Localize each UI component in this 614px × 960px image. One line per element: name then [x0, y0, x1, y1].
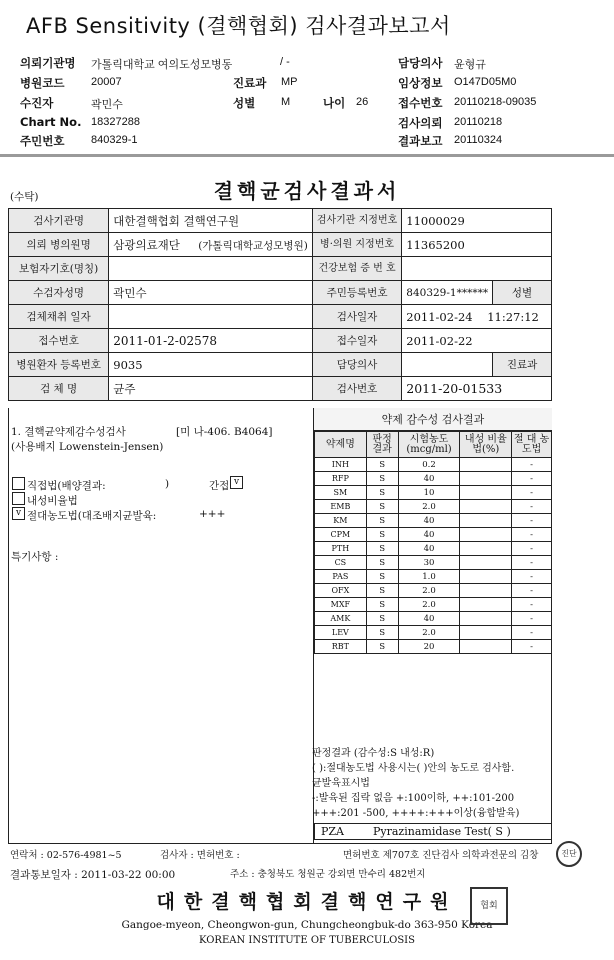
value-result-report: 20110324: [454, 134, 503, 146]
sensitivity-row: [315, 514, 552, 528]
value-rrn: 840329-1: [91, 134, 138, 146]
label-doctor: 담당의사: [398, 56, 443, 70]
doctor-label: 담당의사: [312, 353, 401, 377]
reg-no-label: 병원환자 등록번호: [9, 353, 109, 377]
consignment-tag: (수탁): [10, 191, 39, 203]
direct-close: ): [165, 478, 170, 490]
absolute-label: 절대농도법(대조배지균발육:: [27, 510, 157, 522]
cell-conc: 1.0: [398, 570, 460, 584]
sensitivity-row: [315, 598, 552, 612]
col-result: 판정 결과: [366, 432, 398, 458]
cell-abs: -: [512, 472, 552, 486]
req-hospital-cell: [109, 233, 313, 257]
value-sex: M: [281, 96, 291, 108]
doctor: [402, 353, 493, 377]
cell-drug: LEV: [315, 626, 367, 640]
footer-license: 면허번호 제707호 진단검사 의학과전문의 김창: [343, 850, 539, 861]
sensitivity-row: [315, 528, 552, 542]
footer-tester: 검사자 : 면허번호 :: [160, 850, 240, 861]
cell-abs: -: [512, 486, 552, 500]
cell-result: S: [366, 640, 398, 654]
value-receipt-no: 20110218-09035: [454, 96, 537, 108]
cell-ratio: [460, 626, 512, 640]
req-hospital-sub: (가톨릭대학교성모병원): [198, 239, 308, 252]
cell-drug: RFP: [315, 472, 367, 486]
cell-abs: -: [512, 528, 552, 542]
specimen-label: 검 체 명: [9, 377, 109, 401]
method-line2: (사용배지 Lowenstein-Jensen): [11, 441, 164, 453]
cell-ratio: [460, 598, 512, 612]
cell-result: S: [366, 626, 398, 640]
label-department: 진료과: [233, 76, 267, 90]
cell-abs: -: [512, 500, 552, 514]
header-title: AFB Sensitivity (결핵협회) 검사결과보고서: [26, 14, 451, 38]
sensitivity-row: [315, 458, 552, 472]
recv-date-label: 접수일자: [312, 329, 401, 353]
insurance-label: 보험자기호(명칭): [9, 257, 109, 281]
direct-checkbox[interactable]: [12, 477, 25, 490]
value-request-org: 가톨릭대학교 여의도성모병동: [91, 59, 233, 71]
col-abs: 절 대 농도법: [512, 432, 552, 458]
cell-result: S: [366, 612, 398, 626]
report-header: [0, 0, 614, 150]
cell-ratio: [460, 458, 512, 472]
cell-drug: CPM: [315, 528, 367, 542]
absolute-value: +++: [199, 508, 226, 520]
sex-label: 성별: [493, 281, 552, 305]
report-title: 결핵균검사결과서: [213, 179, 401, 203]
cell-conc: 40: [398, 528, 460, 542]
col-ratio: 내성 비율법(%): [460, 432, 512, 458]
footer-address: 주소 : 충청북도 청원군 강외면 만수리 482번지: [230, 869, 426, 880]
cell-result: S: [366, 472, 398, 486]
cell-ratio: [460, 486, 512, 500]
absolute-checkbox[interactable]: v: [12, 507, 25, 520]
label-request-org: 의뢰기관명: [20, 56, 76, 70]
recv-no: 2011-01-2-02578: [109, 329, 313, 353]
collect-date-label: 검체채취 일자: [9, 305, 109, 329]
label-sex: 성별: [233, 96, 256, 110]
footer-notify-date: 결과통보일자 : 2011-03-22 00:00: [10, 869, 176, 881]
cell-conc: 0.2: [398, 458, 460, 472]
label-test-request: 검사의뢰: [398, 116, 443, 130]
patient-name: 곽민수: [109, 281, 313, 305]
cell-abs: -: [512, 542, 552, 556]
judge-line5: +++:201 -500, ++++:+++이상(융합발육): [312, 808, 520, 819]
doctor-seal: 진단: [556, 841, 582, 867]
cell-ratio: [460, 640, 512, 654]
cell-conc: 10: [398, 486, 460, 500]
cell-conc: 40: [398, 472, 460, 486]
cell-result: S: [366, 514, 398, 528]
value-chart-no: 18327288: [91, 116, 140, 128]
cell-drug: INH: [315, 458, 367, 472]
cell-abs: -: [512, 584, 552, 598]
cell-conc: 30: [398, 556, 460, 570]
institute-address-en: Gangoe-myeon, Cheongwon-gun, Chungcheongbuk-do 363-950 Korea: [121, 919, 493, 931]
cell-drug: SM: [315, 486, 367, 500]
value-request-org-extra: / -: [280, 56, 290, 68]
cell-abs: -: [512, 570, 552, 584]
cell-ratio: [460, 500, 512, 514]
recv-no-label: 접수번호: [9, 329, 109, 353]
cell-ratio: [460, 514, 512, 528]
test-date-cell: [402, 305, 552, 329]
collect-date: [109, 305, 313, 329]
cell-result: S: [366, 556, 398, 570]
cell-result: S: [366, 584, 398, 598]
value-hospital-code: 20007: [91, 76, 122, 88]
judge-line2: ( ):절대농도법 사용시는( )안의 농도로 검사함.: [312, 763, 515, 774]
cell-ratio: [460, 584, 512, 598]
judgement-legend: [312, 746, 550, 826]
value-clinical-info: O147D05M0: [454, 76, 517, 88]
test-date-label: 검사일자: [312, 305, 401, 329]
cell-abs: -: [512, 556, 552, 570]
label-patient: 수진자: [20, 96, 54, 110]
method-code: [미 나-406. B4064]: [176, 426, 273, 438]
rrn-label: 주민등록번호: [312, 281, 401, 305]
label-result-report: 결과보고: [398, 134, 443, 148]
institute-name: 대한결핵협회결핵연구원: [156, 891, 458, 913]
patient-label: 수검자성명: [9, 281, 109, 305]
sensitivity-row: [315, 584, 552, 598]
special-notes-label: 특기사항 :: [11, 551, 59, 563]
value-patient: 곽민수: [91, 99, 123, 111]
cell-result: S: [366, 598, 398, 612]
institute-name-en: KOREAN INSTITUTE OF TUBERCULOSIS: [199, 935, 415, 946]
cell-drug: OFX: [315, 584, 367, 598]
cell-conc: 2.0: [398, 584, 460, 598]
patient-info-table: [8, 208, 552, 401]
value-department: MP: [281, 76, 298, 88]
cell-drug: PAS: [315, 570, 367, 584]
institute-seal: 협회: [470, 887, 508, 925]
value-doctor: 윤형규: [454, 59, 486, 71]
col-conc: 시험농도 (mcg/ml): [398, 432, 460, 458]
cell-abs: -: [512, 612, 552, 626]
cell-drug: EMB: [315, 500, 367, 514]
cell-ratio: [460, 612, 512, 626]
label-rrn: 주민번호: [20, 134, 65, 148]
pza-value: Pyrazinamidase Test( S ): [373, 825, 511, 838]
judge-line1: 판정결과 (감수성:S 내성:R): [312, 748, 435, 759]
lab-name: 대한결핵협회 결핵연구원: [109, 209, 313, 233]
cell-abs: -: [512, 458, 552, 472]
cell-drug: MXF: [315, 598, 367, 612]
col-drug: 약제명: [315, 432, 367, 458]
method-panel: [9, 408, 314, 844]
cell-result: S: [366, 570, 398, 584]
sensitivity-row: [315, 612, 552, 626]
test-time: 11:27:12: [487, 309, 539, 324]
cell-result: S: [366, 528, 398, 542]
health-no: [402, 257, 552, 281]
req-hospital-label: 의뢰 병의원명: [9, 233, 109, 257]
cell-abs: -: [512, 598, 552, 612]
sensitivity-panel: [314, 408, 552, 654]
health-label: 건강보험 증 번 호: [312, 257, 401, 281]
sensitivity-row: [315, 570, 552, 584]
label-chart-no: Chart No.: [20, 115, 82, 129]
judge-line3: 균발육표시법: [312, 778, 370, 789]
label-hospital-code: 병원코드: [20, 76, 65, 90]
pza-label: PZA: [321, 825, 344, 838]
cell-abs: -: [512, 514, 552, 528]
cell-result: S: [366, 542, 398, 556]
cell-abs: -: [512, 640, 552, 654]
cell-abs: -: [512, 626, 552, 640]
sensitivity-table: [314, 431, 552, 654]
cell-conc: 40: [398, 612, 460, 626]
lab-name-label: 검사기관명: [9, 209, 109, 233]
lab-code-label: 검사기관 지정번호: [312, 209, 401, 233]
value-age: 26: [356, 96, 369, 108]
label-age: 나이: [323, 96, 346, 110]
dept-label: 진료과: [493, 353, 552, 377]
ratio-label: 내성비율법: [27, 495, 78, 507]
sensitivity-row: [315, 500, 552, 514]
label-receipt-no: 접수번호: [398, 96, 443, 110]
label-clinical-info: 임상정보: [398, 76, 443, 90]
recv-date: 2011-02-22: [402, 329, 552, 353]
sensitivity-row: [315, 556, 552, 570]
cell-conc: 20: [398, 640, 460, 654]
sensitivity-row: [315, 626, 552, 640]
cell-drug: AMK: [315, 612, 367, 626]
scanned-report: [0, 154, 614, 960]
cell-result: S: [366, 500, 398, 514]
sensitivity-row: [315, 640, 552, 654]
value-test-request: 20110218: [454, 116, 503, 128]
cell-conc: 2.0: [398, 500, 460, 514]
cell-conc: 40: [398, 514, 460, 528]
test-date: 2011-02-24: [406, 309, 473, 324]
direct-label: 직접법(배양결과:: [27, 480, 106, 492]
reg-no: 9035: [109, 353, 313, 377]
sensitivity-row: [315, 542, 552, 556]
cell-conc: 2.0: [398, 598, 460, 612]
ratio-checkbox[interactable]: [12, 492, 25, 505]
cell-conc: 2.0: [398, 626, 460, 640]
req-code-label: 병·의원 지정번호: [312, 233, 401, 257]
cell-ratio: [460, 570, 512, 584]
footer-contact: 연락처 : 02-576-4981~5: [10, 850, 122, 861]
sensitivity-rows: [315, 458, 552, 654]
cell-ratio: [460, 556, 512, 570]
sensitivity-row: [315, 472, 552, 486]
insurance: [109, 257, 313, 281]
req-code: 11365200: [402, 233, 552, 257]
specimen: 균주: [109, 377, 313, 401]
req-hospital: 삼광의료재단: [113, 237, 180, 252]
lab-code: 11000029: [402, 209, 552, 233]
cell-result: S: [366, 486, 398, 500]
rrn: 840329-1******: [402, 281, 493, 305]
method-line1: 1. 결핵균약제감수성검사: [11, 426, 126, 438]
cell-drug: CS: [315, 556, 367, 570]
indirect-checkbox[interactable]: v: [230, 476, 243, 489]
cell-result: S: [366, 458, 398, 472]
cell-drug: PTH: [315, 542, 367, 556]
cell-drug: RBT: [315, 640, 367, 654]
cell-ratio: [460, 542, 512, 556]
cell-drug: KM: [315, 514, 367, 528]
judge-line4: -:발육된 집락 없음 +:100이하, ++:101-200: [312, 793, 515, 804]
exam-no: 2011-20-01533: [402, 377, 552, 401]
cell-ratio: [460, 528, 512, 542]
cell-ratio: [460, 472, 512, 486]
sensitivity-title: 약제 감수성 검사결과: [314, 408, 552, 431]
exam-no-label: 검사번호: [312, 377, 401, 401]
cell-conc: 40: [398, 542, 460, 556]
sensitivity-row: [315, 486, 552, 500]
indirect-label: 간접: [209, 480, 230, 492]
